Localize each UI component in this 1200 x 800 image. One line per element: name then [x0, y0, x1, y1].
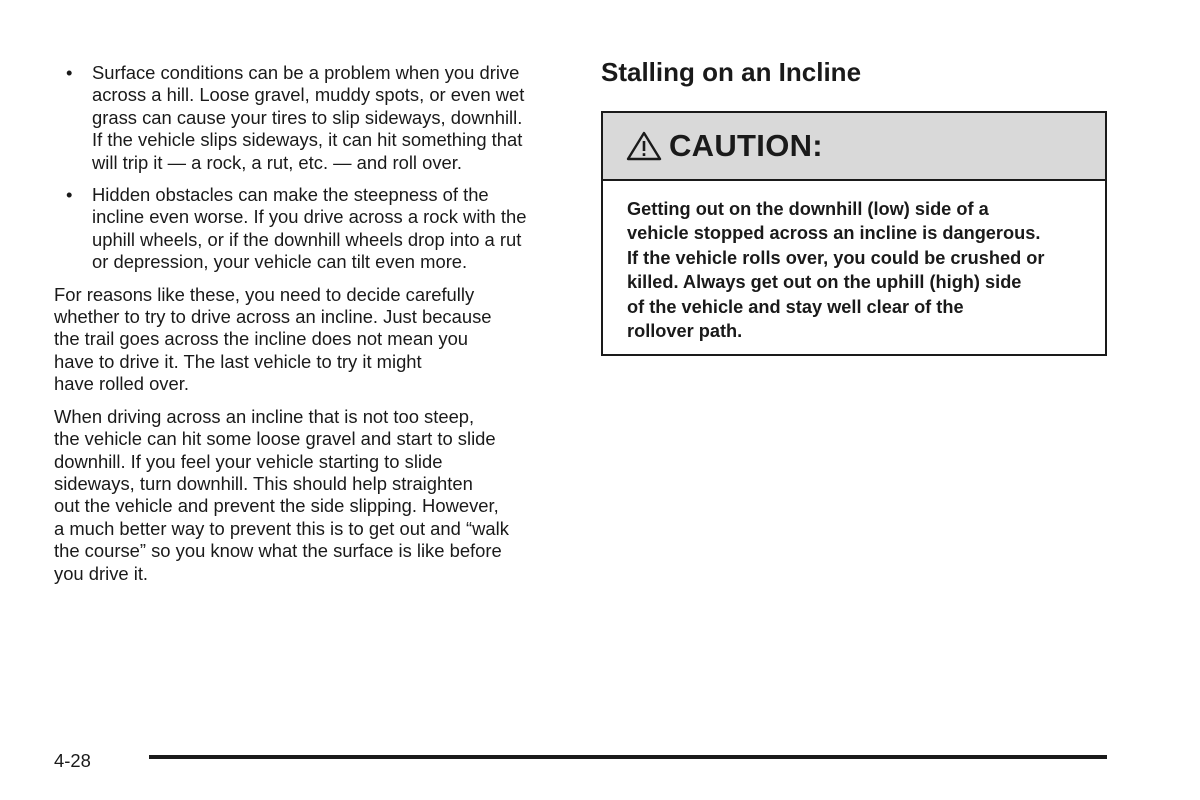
text-line: will trip it — a rock, a rut, etc. — and roll over.: [92, 151, 462, 173]
caution-text-line: killed. Always get out on the uphill (high) side: [627, 272, 1022, 293]
bullet-mark: •: [66, 62, 73, 83]
bullet-item-surface-conditions: [54, 62, 566, 174]
caution-header: [603, 113, 1105, 181]
left-column: [54, 62, 566, 595]
paragraph-reasons: [54, 284, 566, 396]
text-line: If the vehicle slips sideways, it can hit something that: [92, 129, 523, 151]
text-line: or depression, your vehicle can tilt even more.: [92, 251, 468, 273]
text-line: grass can cause your tires to slip sideways, downhill.: [92, 106, 523, 128]
caution-body: [603, 181, 1105, 343]
text-line: across a hill. Loose gravel, muddy spots, or even wet: [92, 84, 525, 106]
text-line: sideways, turn downhill. This should help straighten: [54, 472, 473, 494]
text-line: the vehicle can hit some loose gravel and start to slide: [54, 428, 496, 450]
right-column: [601, 56, 1107, 356]
text-line: incline even worse. If you drive across a rock with the: [92, 206, 527, 228]
section-heading: Stalling on an Incline: [601, 57, 862, 87]
text-line: you drive it.: [54, 562, 149, 584]
caution-box: [601, 111, 1107, 356]
text-line: Hidden obstacles can make the steepness of the: [92, 184, 489, 206]
bullet-mark: •: [66, 184, 73, 206]
text-line: have rolled over.: [54, 373, 189, 395]
warning-triangle-icon: [625, 130, 663, 162]
text-line: downhill. If you feel your vehicle starting to slide: [54, 450, 443, 472]
caution-text-line: vehicle stopped across an incline is dangerous.: [627, 223, 1041, 244]
text-line: When driving across an incline that is not too steep,: [54, 405, 475, 427]
caution-title: CAUTION:: [669, 128, 823, 163]
caution-text-line: If the vehicle rolls over, you could be crushed or: [627, 247, 1045, 268]
text-line: uphill wheels, or if the downhill wheels drop into a rut: [92, 228, 522, 250]
text-line: the trail goes across the incline does not mean you: [54, 328, 469, 350]
caution-text-line: Getting out on the downhill (low) side of a: [627, 199, 989, 219]
paragraph-driving-across: [54, 406, 566, 585]
page-number: 4-28: [54, 750, 91, 771]
text-line: the course” so you know what the surface is like before: [54, 540, 502, 562]
text-line: a much better way to prevent this is to get out and “walk: [54, 517, 509, 539]
footer-rule: [149, 755, 1107, 759]
caution-text-line: rollover path.: [627, 321, 743, 342]
caution-text-line: of the vehicle and stay well clear of the: [627, 296, 964, 317]
text-line: Surface conditions can be a problem when you drive: [92, 62, 520, 83]
bullet-item-hidden-obstacles: [54, 184, 566, 274]
text-line: have to drive it. The last vehicle to try it might: [54, 350, 422, 372]
text-line: whether to try to drive across an incline. Just because: [54, 306, 492, 328]
text-line: out the vehicle and prevent the side slipping. However,: [54, 495, 499, 517]
text-line: For reasons like these, you need to decide carefully: [54, 283, 475, 305]
